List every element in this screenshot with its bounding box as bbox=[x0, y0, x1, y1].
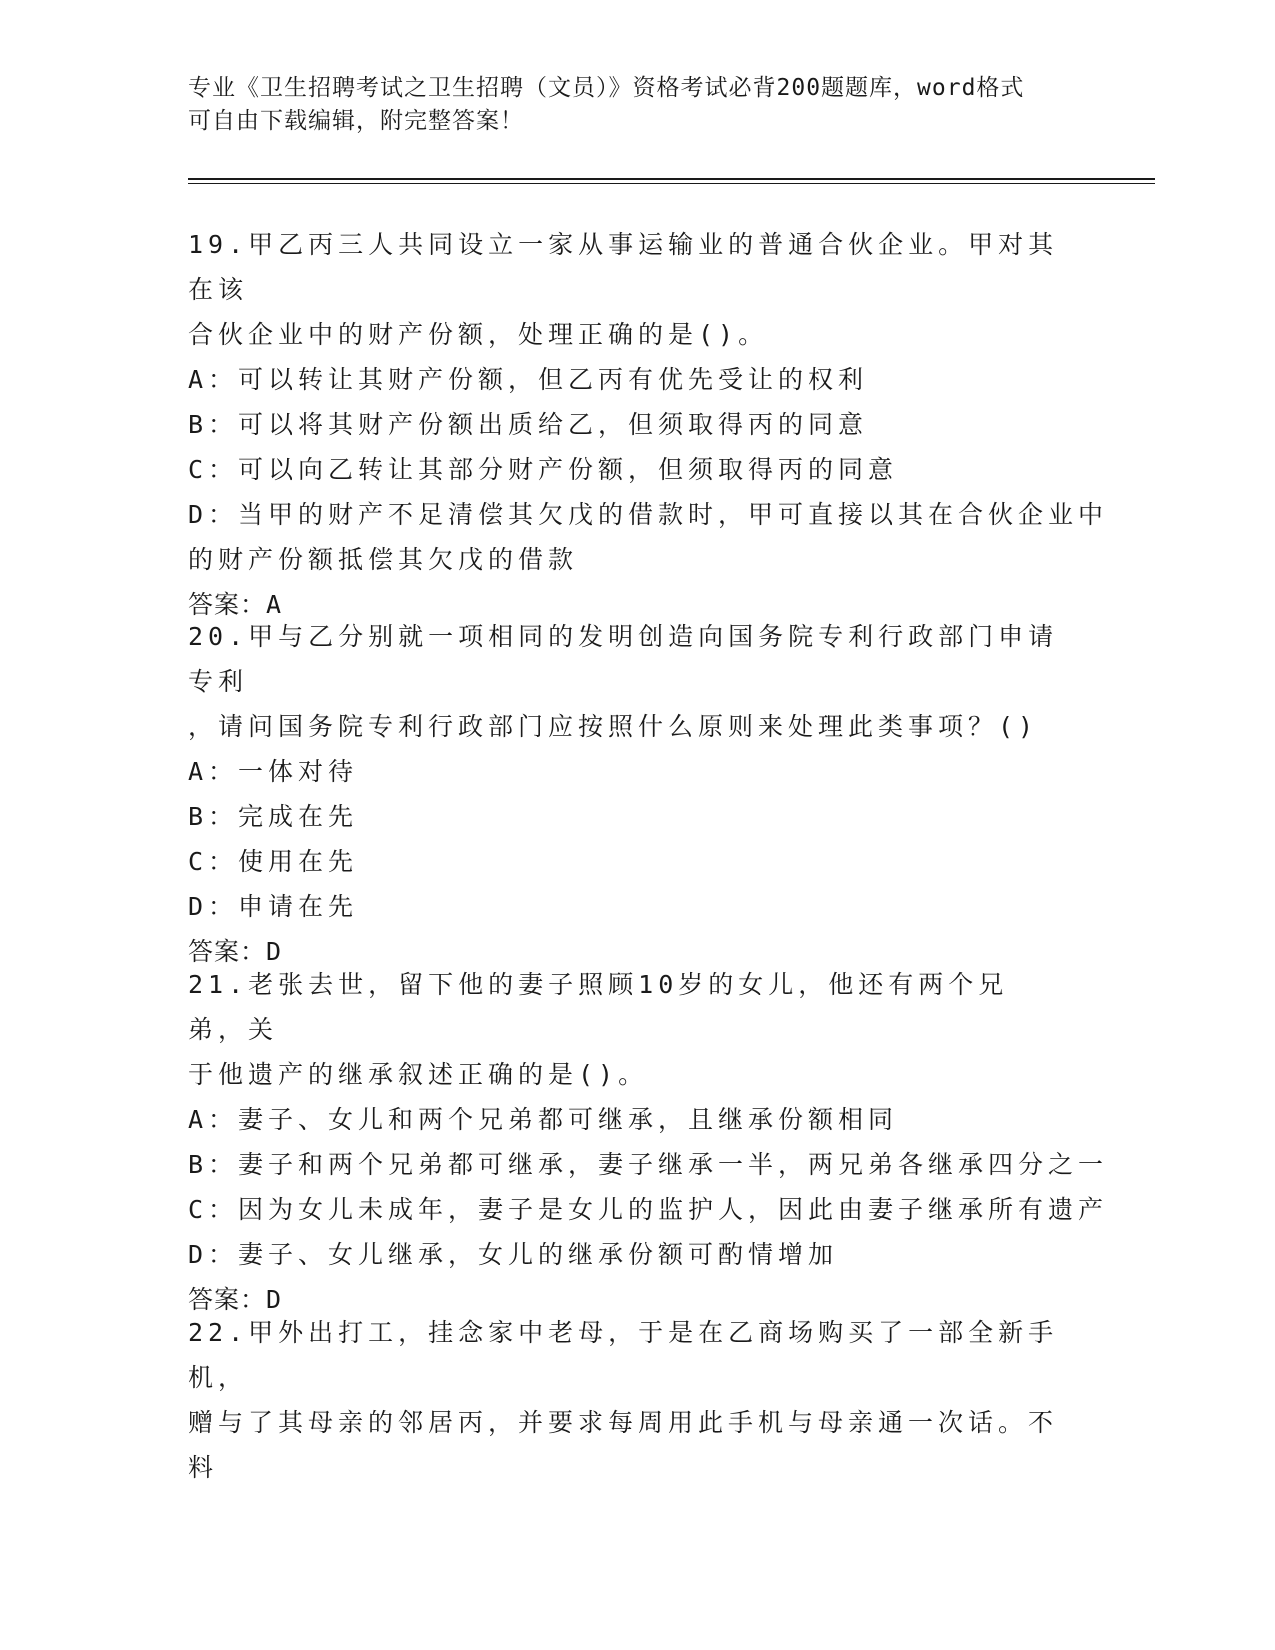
question-22 bbox=[188, 1310, 1068, 1490]
question-text-line: 20.甲与乙分别就一项相同的发明创造向国务院专利行政部门申请专利 bbox=[188, 622, 1059, 696]
answer-label: 答案： bbox=[188, 590, 267, 619]
question-text-line: 19.甲乙丙三人共同设立一家从事运输业的普通合伙企业。甲对其在该 bbox=[188, 230, 1059, 304]
option-d-continued: 的财产份额抵偿其欠戊的借款 bbox=[188, 545, 579, 574]
answer-value: D bbox=[266, 937, 283, 966]
document-header bbox=[188, 72, 1068, 138]
option-a: A：一体对待 bbox=[188, 757, 359, 786]
answer-label: 答案： bbox=[188, 1285, 267, 1314]
question-19 bbox=[188, 222, 1109, 628]
question-text-line: 22.甲外出打工，挂念家中老母，于是在乙商场购买了一部全新手机， bbox=[188, 1318, 1059, 1392]
option-c: C：因为女儿未成年，妻子是女儿的监护人，因此由妻子继承所有遗产 bbox=[188, 1195, 1109, 1224]
question-text-line: 于他遗产的继承叙述正确的是()。 bbox=[188, 1060, 649, 1089]
answer-label: 答案： bbox=[188, 937, 267, 966]
question-text-line: 赠与了其母亲的邻居丙，并要求每周用此手机与母亲通一次话。不料 bbox=[188, 1408, 1059, 1482]
option-c: C：可以向乙转让其部分财产份额，但须取得丙的同意 bbox=[188, 455, 899, 484]
answer-value: D bbox=[266, 1285, 283, 1314]
question-text-line: ，请问国务院专利行政部门应按照什么原则来处理此类事项？() bbox=[188, 712, 1039, 741]
option-c: C：使用在先 bbox=[188, 847, 359, 876]
question-21 bbox=[188, 962, 1109, 1323]
header-line-2: 可自由下载编辑，附完整答案！ bbox=[188, 108, 524, 134]
question-text-line: 合伙企业中的财产份额，处理正确的是()。 bbox=[188, 320, 769, 349]
option-d: D：当甲的财产不足清偿其欠戊的借款时，甲可直接以其在合伙企业中 bbox=[188, 500, 1109, 529]
option-b: B：可以将其财产份额出质给乙，但须取得丙的同意 bbox=[188, 410, 869, 439]
answer-value: A bbox=[266, 590, 283, 619]
question-text-line: 21.老张去世，留下他的妻子照顾10岁的女儿，他还有两个兄弟，关 bbox=[188, 970, 1009, 1044]
question-20 bbox=[188, 614, 1068, 975]
option-d: D：妻子、女儿继承，女儿的继承份额可酌情增加 bbox=[188, 1240, 839, 1269]
option-d: D：申请在先 bbox=[188, 892, 359, 921]
option-a: A：可以转让其财产份额，但乙丙有优先受让的权利 bbox=[188, 365, 869, 394]
option-b: B：妻子和两个兄弟都可继承，妻子继承一半，两兄弟各继承四分之一 bbox=[188, 1150, 1109, 1179]
header-divider bbox=[188, 178, 1155, 184]
header-line-1: 专业《卫生招聘考试之卫生招聘（文员）》资格考试必背200题题库，word格式 bbox=[188, 75, 1025, 101]
option-a: A：妻子、女儿和两个兄弟都可继承，且继承份额相同 bbox=[188, 1105, 899, 1134]
option-b: B：完成在先 bbox=[188, 802, 359, 831]
